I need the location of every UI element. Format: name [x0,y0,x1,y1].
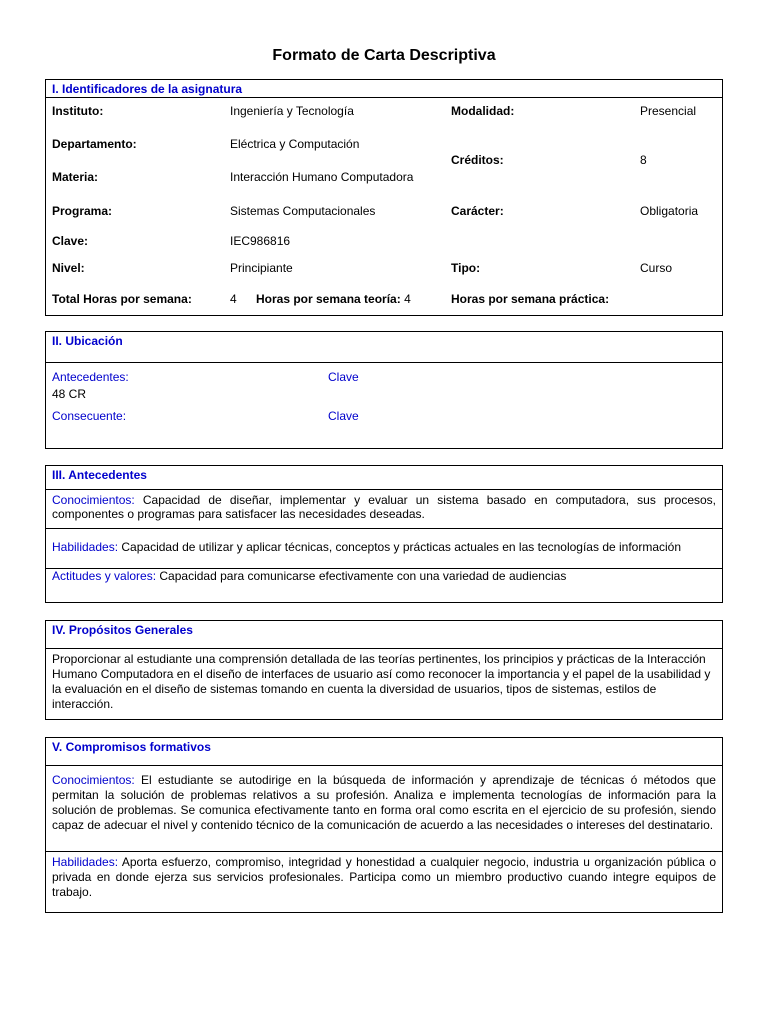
instituto-value: Ingeniería y Tecnología [230,104,354,118]
departamento-value: Eléctrica y Computación [230,137,360,151]
actitudes-row [46,569,722,586]
actitudes-text: Capacidad para comunicarse efectivamente con una variedad de audiencias [159,569,567,583]
section-header: III. Antecedentes [46,466,722,490]
horas-teoria-value: 4 [404,292,411,306]
section-header: V. Compromisos formativos [46,738,722,766]
section-header: IV. Propósitos Generales [46,621,722,649]
caracter-value: Obligatoria [640,204,699,218]
conocimientos-text: Capacidad de diseñar, implementar y evaluar un sistema basado en computadora, sus procesos, componentes o programas para satisfacer las necesidades deseadas. [52,493,717,521]
antecedentes-value: 48 CR [52,387,87,401]
section-header: II. Ubicación [46,332,722,363]
habilidades-row [46,529,722,569]
conocimientos-text: El estudiante se autodirige en la búsqueda de información y aprendizaje de técnicas ó métodos que permitan la solución de problemas relativos a su profesión. Analiza e implementa tecnologías de información para la solución de problemas. Se comunica efectivamente tanto en forma oral como escrita en el ejercicio de su profesión, siendo capaz de adecuar el nivel y contenido técnico de la comunicación de acuerdo a las necesidades o intereses del destinatario. [52,773,716,832]
compromisos-conocimientos-row [46,766,722,852]
modalidad-label: Modalidad: [451,104,515,118]
clave-label: Clave: [52,234,89,248]
conocimientos-label: Conocimientos: [52,493,135,507]
nivel-value: Principiante [230,261,293,275]
conocimientos-label: Conocimientos: [52,773,135,787]
habilidades-text: Capacidad de utilizar y aplicar técnicas, conceptos y prácticas actuales en las tecnologías de información [121,540,682,554]
section-propositos [45,620,723,720]
nivel-label: Nivel: [52,261,85,275]
habilidades-text: Aporta esfuerzo, compromiso, integridad y honestidad a cualquier negocio, industria u organización pública o privada en donde ejerza sus servicios profesionales. Participa como un miembro productivo cuando integre equipos de trabajo. [52,855,717,899]
page-title: Formato de Carta Descriptiva [272,47,496,64]
clave-value: IEC986816 [230,234,291,248]
actitudes-label: Actitudes y valores: [52,569,157,583]
tipo-value: Curso [640,261,673,275]
horas-teoria-label: Horas por semana teoría: [256,292,401,306]
materia-label: Materia: [52,170,99,184]
programa-value: Sistemas Computacionales [230,204,376,218]
materia-value: Interacción Humano Computadora [230,170,414,184]
antecedentes-label: Antecedentes: [52,370,129,384]
creditos-value: 8 [640,153,647,167]
habilidades-label: Habilidades: [52,855,119,869]
total-horas-label: Total Horas por semana: [52,292,192,306]
section-ubicacion [45,331,723,449]
creditos-label: Créditos: [451,153,504,167]
conocimientos-row [46,490,722,529]
tipo-label: Tipo: [451,261,481,275]
programa-label: Programa: [52,204,113,218]
section-antecedentes [45,465,723,603]
section-compromisos [45,737,723,913]
propositos-text: Proporcionar al estudiante una comprensión detallada de las teorías pertinentes, los principios y prácticas de la Interacción Humano Computadora en el diseño de interfaces de usuario así como reconocer la importancia y el papel de la usabilidad y la evaluación en el diseño de sistemas tomando en cuenta la diversidad de usuarios, tipos de sistemas, estilos de interacción. [52,652,711,711]
consecuente-label: Consecuente: [52,409,127,423]
instituto-label: Instituto: [52,104,104,118]
modalidad-value: Presencial [640,104,697,118]
total-horas-value: 4 [230,292,237,306]
habilidades-label: Habilidades: [52,540,119,554]
caracter-label: Carácter: [451,204,504,218]
departamento-label: Departamento: [52,137,137,151]
horas-teoria [256,292,411,306]
horas-practica-label: Horas por semana práctica: [451,292,610,306]
section-header: I. Identificadores de la asignatura [46,80,722,98]
compromisos-habilidades-row [46,852,722,903]
antecedentes-clave: Clave [328,370,359,384]
consecuente-clave: Clave [328,409,359,423]
section-identificadores [45,79,723,316]
